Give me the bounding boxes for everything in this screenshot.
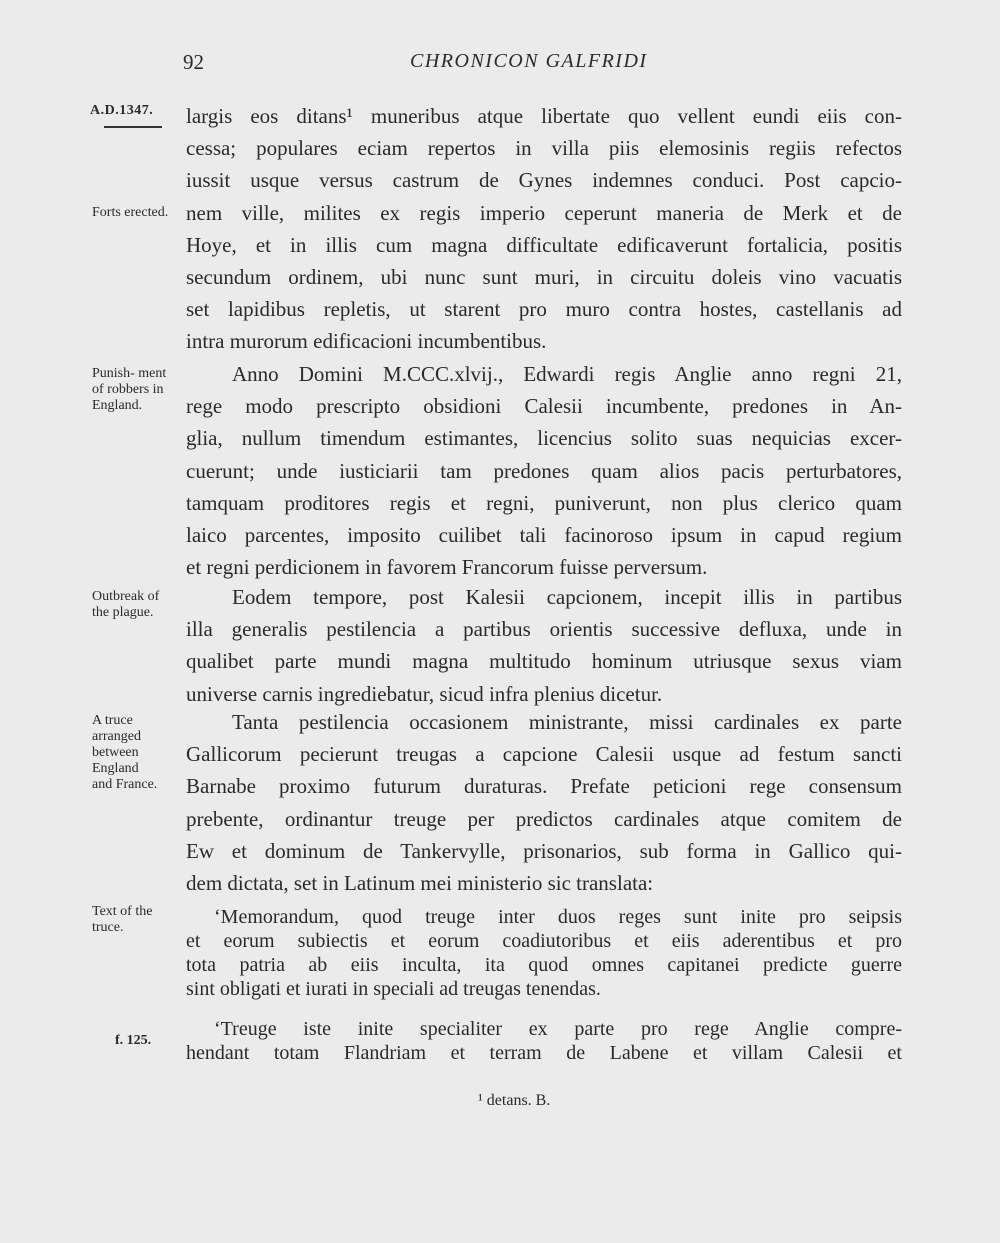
text-line: secundum ordinem, ubi nunc sunt muri, in circuitu doleis vino vacuatis	[186, 265, 902, 290]
text-line: ‘Memorandum, quod treuge inter duos reges sunt inite pro seipsis	[214, 906, 902, 928]
sidenote-forts: Forts erected.	[92, 205, 169, 220]
text-line: sint obligati et iurati in speciali ad treugas tenendas.	[186, 978, 601, 1000]
text-line: tamquam proditores regis et regni, puniverunt, non plus clerico quam	[186, 490, 902, 515]
text-line: hendant totam Flandriam et terram de Labene et villam Calesii et	[186, 1042, 902, 1064]
sidenote-plague: Outbreak of the plague.	[92, 589, 160, 620]
sidenote-text-of-truce: Text of the truce.	[92, 904, 153, 935]
text-line: Anno Domini M.CCC.xlvij., Edwardi regis Anglie anno regni 21,	[232, 362, 902, 386]
text-line: Hoye, et in illis cum magna difficultate edificaverunt fortalicia, positis	[186, 232, 902, 257]
paragraph-2	[186, 358, 902, 583]
text-line: Tanta pestilencia occasionem ministrante, missi cardinales ex parte	[232, 710, 902, 734]
paragraph-3	[186, 581, 902, 710]
text-line: laico parcentes, imposito cuilibet tali facinoroso ipsum in capud regium	[186, 523, 902, 548]
text-line: glia, nullum timendum estimantes, licencius solito suas nequicias excer-	[186, 426, 902, 451]
paragraph-4	[186, 706, 902, 899]
text-line: Ew et dominum de Tankervylle, prisonarios, sub forma in Gallico qui-	[186, 838, 902, 863]
footnote: ¹ detans. B.	[478, 1092, 551, 1109]
text-line: rege modo prescripto obsidioni Calesii incumbente, predones in An-	[186, 394, 902, 419]
text-line: iussit usque versus castrum de Gynes indemnes conduci. Post capcio-	[186, 168, 902, 193]
text-line: et regni perdicionem in favorem Francorum fuisse perversum.	[186, 555, 708, 580]
text-line: largis eos ditans¹ muneribus atque libertate quo vellent eundi eiis con-	[186, 104, 902, 128]
sidenote-truce: A truce arranged between England and France.	[92, 713, 158, 792]
text-line: intra murorum edificacioni incumbentibus.	[186, 329, 547, 354]
text-line: qualibet parte mundi magna multitudo hominum utriusque sexus viam	[186, 649, 902, 674]
text-line: set lapidibus repletis, ut starent pro muro contra hostes, castellanis ad	[186, 297, 902, 322]
text-line: Barnabe proximo futurum duraturas. Prefate peticioni rege consensum	[186, 774, 902, 799]
paragraph-1	[186, 100, 902, 358]
text-line: Eodem tempore, post Kalesii capcionem, incepit illis in partibus	[232, 585, 902, 609]
sidenote-punishment: Punish- ment of robbers in England.	[92, 366, 167, 413]
quotation-1	[186, 905, 902, 1001]
text-line: cessa; populares eciam repertos in villa piis elemosinis regiis refectos	[186, 136, 902, 161]
text-line: tota patria ab eiis inculta, ita quod omnes capitanei predicte guerre	[186, 954, 902, 976]
margin-year: A.D.1347.	[90, 103, 154, 118]
running-head	[0, 50, 1000, 80]
text-line: ‘Treuge iste inite specialiter ex parte pro rege Anglie compre-	[214, 1018, 902, 1040]
year-rule-divider	[104, 126, 162, 128]
text-line: illa generalis pestilencia a partibus orientis successive defluxa, unde in	[186, 617, 902, 642]
quotation-2	[186, 1017, 902, 1065]
text-line: nem ville, milites ex regis imperio ceperunt maneria de Merk et de	[186, 200, 902, 225]
running-title: CHRONICON GALFRIDI	[410, 50, 648, 72]
text-line: dem dictata, set in Latinum mei ministerio sic translata:	[186, 871, 654, 896]
text-line: et eorum subiectis et eorum coadiutoribus et eiis aderentibus et pro	[186, 930, 902, 952]
folio-marker: f. 125.	[115, 1033, 152, 1048]
text-line: prebente, ordinantur treuge per predictos cardinales atque comitem de	[186, 806, 902, 831]
text-line: universe carnis ingrediebatur, sicud infra plenius dicetur.	[186, 681, 663, 706]
text-line: Gallicorum pecierunt treugas a capcione Calesii usque ad festum sancti	[186, 742, 902, 767]
text-line: cuerunt; unde iusticiarii tam predones quam alios pacis perturbatores,	[186, 458, 902, 483]
page-number: 92	[183, 50, 204, 74]
